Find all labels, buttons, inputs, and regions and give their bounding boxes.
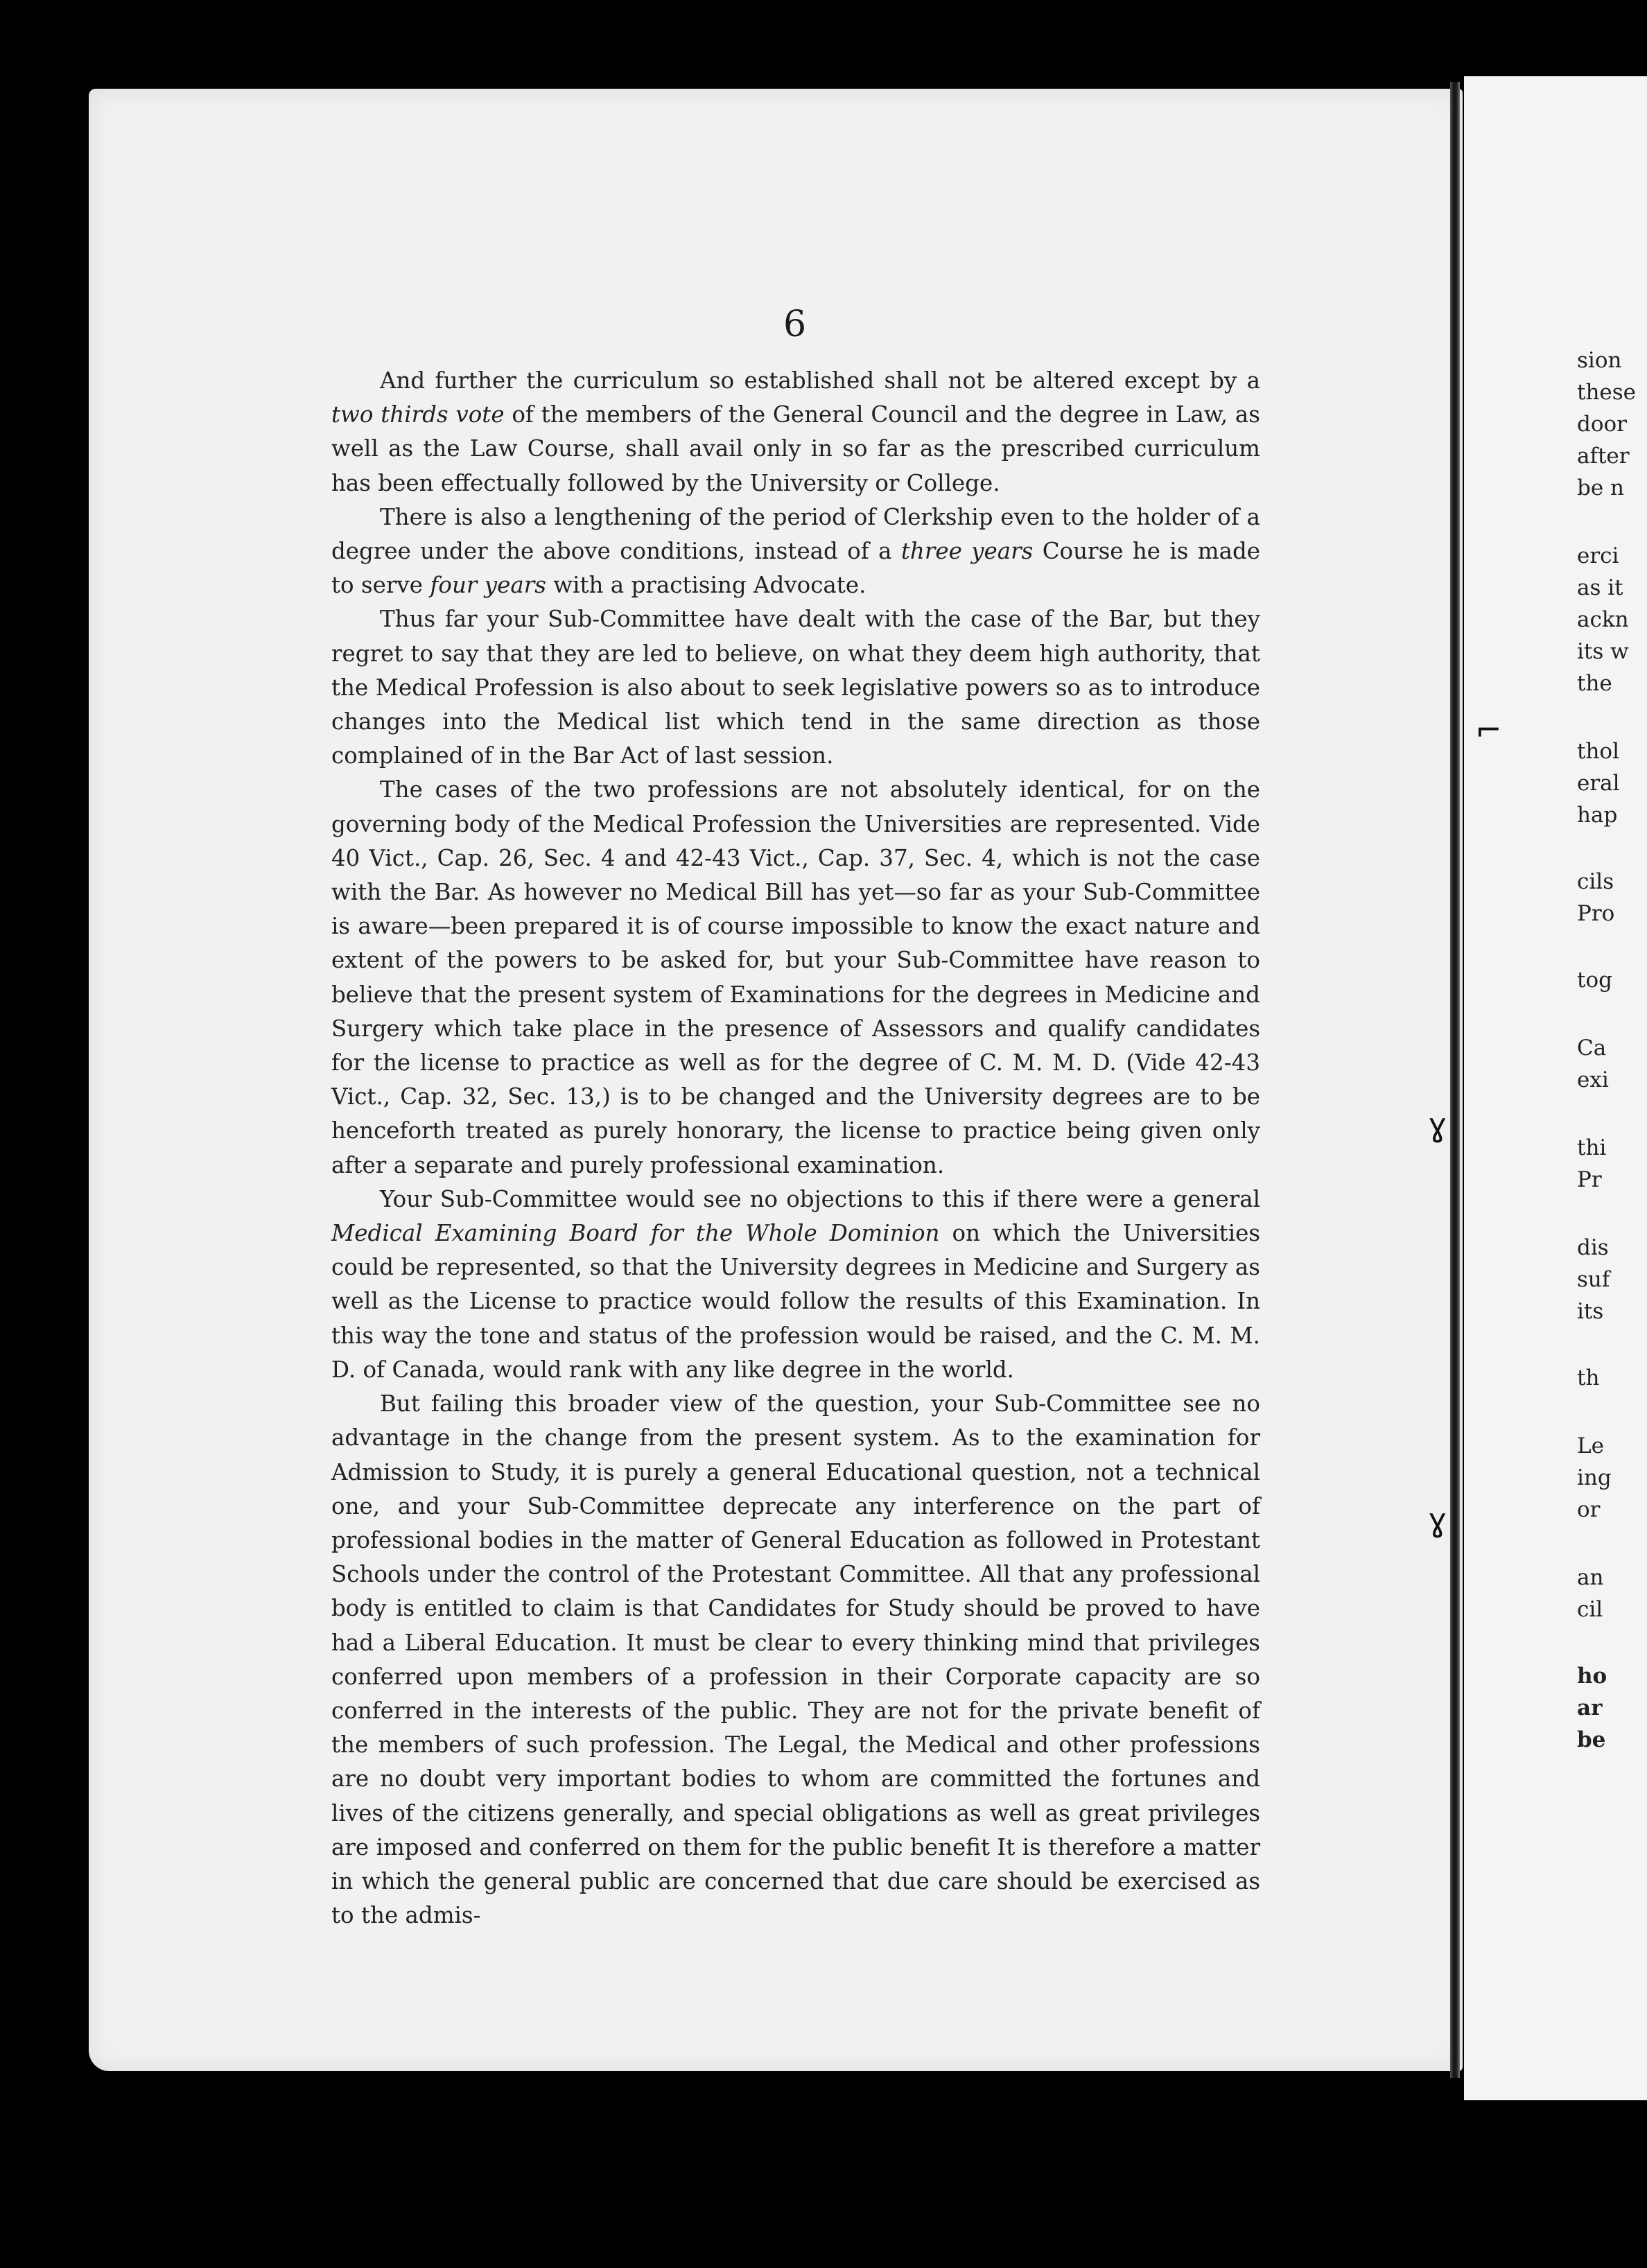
facing-page-line: thol xyxy=(1577,739,1620,764)
facing-page-line: these xyxy=(1577,380,1637,405)
facing-page-line: or xyxy=(1577,1497,1601,1522)
paragraph xyxy=(331,773,1260,1182)
facing-page-line: its xyxy=(1577,1299,1604,1324)
facing-page-line: ar xyxy=(1577,1695,1603,1720)
italic-text: four years xyxy=(430,572,546,599)
text-run: on which the Universities could be represented, so that the University degrees in Medicine and Surgery as well as the License to practice would follow the results of this Examination. In this way the tone and status of the profession would be raised, and the C. M. M. D. of Canada, would rank with any like degree in the world. xyxy=(331,1220,1260,1383)
facing-page-line: after xyxy=(1577,444,1630,469)
text-run: There is also a lengthening of the period of Clerkship even to the holder of a degree under the above conditions, instead of a xyxy=(331,503,1260,565)
facing-page-line: ho xyxy=(1577,1664,1607,1689)
facing-page-line: dis xyxy=(1577,1235,1609,1260)
facing-page-line: cils xyxy=(1577,869,1614,894)
facing-page-line: its w xyxy=(1577,639,1629,664)
body-text xyxy=(331,364,1260,1933)
facing-page-line: ing xyxy=(1577,1465,1612,1490)
facing-page-text xyxy=(1577,348,1647,1873)
binding-thread-mark: ɣ xyxy=(1428,1106,1447,1144)
text-run: Course he is made to serve xyxy=(331,538,1260,599)
text-run: with a practising Advocate. xyxy=(546,572,866,599)
binding-thread-mark: ɣ xyxy=(1428,1501,1447,1539)
page-number: 6 xyxy=(783,304,807,345)
italic-text: two thirds vote xyxy=(331,401,505,428)
text-run: Your Sub-Committee would see no objections to this if there were a general xyxy=(380,1185,1260,1212)
italic-text: Medical Examining Board for the Whole Dominion xyxy=(331,1220,940,1247)
facing-page-line: thi xyxy=(1577,1135,1607,1160)
text-run: of the members of the General Council and the degree in Law, as well as the Law Course, shall avail only in so far as the prescribed curriculum has been effectually followed by the University or College. xyxy=(331,401,1260,496)
facing-page-line: th xyxy=(1577,1366,1600,1390)
italic-text: three years xyxy=(900,538,1034,565)
paragraph xyxy=(331,602,1260,773)
binding-thread-mark: ⌐ xyxy=(1475,711,1502,749)
paragraph xyxy=(331,500,1260,603)
text-run: Thus far your Sub-Committee have dealt with the case of the Bar, but they regret to say that they are led to believe, on what they deem high authority, that the Medical Profession is also about to seek legislative powers so as to introduce changes into the Medical list which tend in the same direction as those complained of in the Bar Act of last session. xyxy=(331,606,1260,769)
paragraph xyxy=(331,1387,1260,1933)
facing-page-line: hap xyxy=(1577,803,1618,828)
facing-page-line: suf xyxy=(1577,1267,1610,1292)
facing-page-line: Ca xyxy=(1577,1036,1607,1061)
facing-page-line: door xyxy=(1577,412,1627,437)
binding-fold xyxy=(1450,82,1460,2078)
text-run: The cases of the two professions are not absolutely identical, for on the governing body of the Medical Profession the Universities are represented. Vide 40 Vict., Cap. 26, Sec. 4 and 42-43 Vict., Cap. 37, Sec. 4, which is not the case with the Bar. As however no Medical Bill has yet—so far as your Sub-Committee is aware—been prepared it is of course impossible to know the exact nature and extent of the powers to be asked for, but your Sub-Committee have reason to believe that the present system of Examinations for the degrees in Medicine and Surgery which take place in the presence of Assessors and qualify candidates for the license to practice as well as for the degree of C. M. M. D. (Vide 42-43 Vict., Cap. 32, Sec. 13,) is to be changed and the University degrees are to be henceforth treated as purely honorary, the license to practice being given only after a separate and purely professional examination. xyxy=(331,776,1260,1178)
facing-page-line: Pr xyxy=(1577,1167,1602,1192)
text-run: But failing this broader view of the question, your Sub-Committee see no advantage in the change from the present system. As to the examination for Admission to Study, it is purely a general Educational question, not a technical one, and your Sub-Committee deprecate any interference on the part of professional bodies in the matter of General Education as followed in Protestant Schools under the control of the Protestant Committee. All that any professional body is entitled to claim is that Candidates for Study should be proved to have had a Liberal Education. It must be clear to every thinking mind that privileges conferred upon members of a profession in their Corporate capacity are so conferred in the interests of the public. They are not for the private benefit of the members of such profession. The Legal, the Medical and other professions are no doubt very important bodies to whom are committed the fortunes and lives of the citizens generally, and special obligations as well as great privileges are imposed and conferred on them for the public benefit It is therefore a matter in which the general public are concerned that due care should be exercised as to the admis- xyxy=(331,1390,1260,1929)
facing-page-line: as it xyxy=(1577,575,1623,600)
facing-page-line: cil xyxy=(1577,1597,1603,1622)
facing-page-line: the xyxy=(1577,671,1612,696)
facing-page-line: ackn xyxy=(1577,607,1629,632)
facing-page-line: exi xyxy=(1577,1067,1609,1092)
paragraph xyxy=(331,1183,1260,1387)
facing-page-line: eral xyxy=(1577,771,1620,796)
facing-page-line: erci xyxy=(1577,543,1619,568)
facing-page-line: Pro xyxy=(1577,901,1615,926)
facing-page-line: Le xyxy=(1577,1433,1604,1458)
facing-page-line: sion xyxy=(1577,348,1622,373)
paragraph xyxy=(331,364,1260,500)
facing-page-line: an xyxy=(1577,1565,1604,1590)
facing-page-line: be n xyxy=(1577,476,1625,500)
text-run: And further the curriculum so established shall not be altered except by a xyxy=(380,367,1260,394)
facing-page-line: be xyxy=(1577,1727,1606,1752)
facing-page-line: tog xyxy=(1577,968,1612,993)
